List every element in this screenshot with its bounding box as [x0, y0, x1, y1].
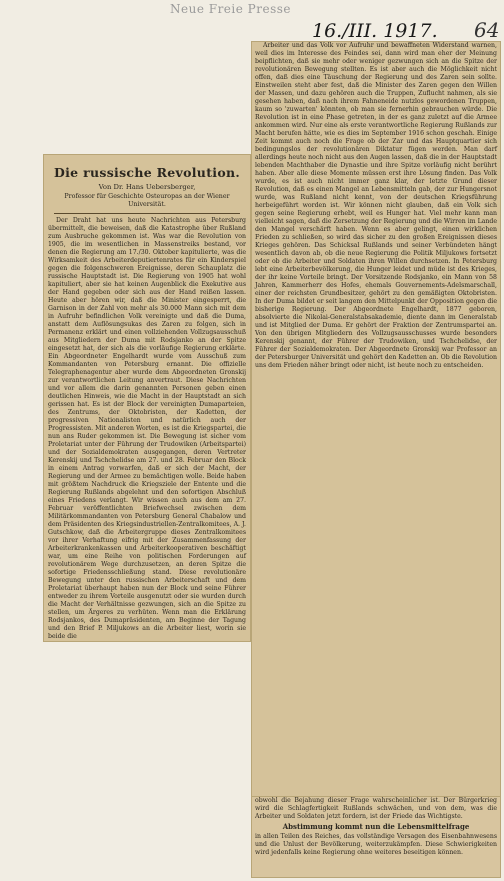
handwritten-date: 16./III. 1917.: [312, 20, 438, 42]
article-body-right: [255, 42, 497, 370]
title-rule: [54, 213, 240, 214]
article-author-title: Professor für Geschichte Osteuropas an der Wiener Universität.: [64, 193, 230, 208]
handwritten-page-number: 64: [474, 18, 500, 42]
article-paragraph: Arbeiter und das Volk vor Aufruhr und bewaffneten Widerstand warnen, weil dies im Interesse des Feindes sei, dann wird man eher der Meinung beipflichten, daß sie mehr oder weniger gezwungen sich an die Spitze der revolutionären Bewegung stellten. Es ist aber auch die Möglichkeit nicht offen, daß dies eine Täuschung der Regierung und des Zaren sein sollte. Einstweilen steht aber fest, daß die Minister des Zaren gegen den Willen der Massen, und dazu gehören auch die Truppen, Zuflucht nahmen, als sie gesehen haben, daß nach ihrem Fahneneide nutzlos gewordenen Truppen, kaum so 'zuwarten' könnten, ob man sie fernerhin gebrauchen würde. Die Revolution ist in eine Phase getreten, in der es ganz zuletzt auf die Armee ankommen wird. Nur eine als erste verantwortliche Regierung Rußlands zur Macht berufen hätte, wie es dies im September 1916 schon geschah. Einige Zeit kommt auch noch die Frage ob der Zar und das Hauptquartier sich bedingungslos der revolutionären Diktatur fügen werden. Man darf allerdings heute noch nicht aus den Augen lassen, daß die in der Hauptstadt lebenden Machthaber die Dynastie und ihre Spitze vorläufig nicht berührt haben. Aber alle diese Momente müssen erst ihre Lösung finden. Das Volk wurde, es ist auch nicht immer ganz klar, der letzte Grund dieser Revolution, daß es einen Mangel an Lebensmitteln gab, der zur Hungersnot wurde, was Rußland nicht kennt, von der deutschen Kriegsführung herbeigeführt worden ist. Wir können nicht glauben, daß ein Volk sich gegen seine Regierung erhebt, weil es Hunger hat. Viel mehr kann man vielleicht sagen, daß die Zersetzung der Regierung und die Wirren im Lande den Mangel verschärft haben. Wenn es aber gelingt, einen wirklichen Frieden zu schließen, so wird das sicher zu den großen Ereignissen dieses Krieges gehören. Das Schicksal Rußlands und seiner Verbündeten hängt wesentlich davon ab, ob die neue Regierung die Politik Miljukows fortsetzt oder ob die Arbeiter und Soldaten ihren Willen durchsetzen. In Petersburg lebt eine Arbeiterbevölkerung, die Hunger leidet und müde ist des Krieges, der ihr keine Vorteile bringt. Der Vorsitzende Rodsjanko, ein Mann von 58 Jahren, Kammerherr des Hofes, ehemals Gouvernements-Adelsmarschall, einer der reichsten Grundbesitzer, gehört zu den gemäßigten Oktobristen. In der Duma bildet er seit langem den Mittelpunkt der Opposition gegen die bisherige Regierung. Der Abgeordnete Engelhardt, 1877 geboren, absolvierte die Nikolai-Generalstabsakademie, diente dann im Generalstab und ist Mitglied der Duma. Er gehört der Fraktion der Zentrumspartei an. Von den übrigen Mitgliedern des Vollzugsausschusses wurde besonders Kerenskij genannt, der Führer der Trudowiken, und Tschchelidse, der Führer der Sozialdemokraten. Der Abgeordnete Gronskij war Professor an der Petersburger Universität und gehört den Kadetten an. Ob die Revolution uns dem Frieden näher bringt oder nicht, ist heute noch zu entscheiden.: [255, 42, 497, 369]
article-clipping-left: [44, 155, 250, 641]
article-body-right-bottom: [255, 797, 497, 857]
article-clipping-right-bottom: [252, 797, 500, 877]
article-byline: Von Dr. Hans Uebersberger,: [98, 183, 196, 191]
article-paragraph: Der Draht hat uns heute Nachrichten aus Petersburg übermittelt, die beweisen, daß die Katastrophe über Rußland zum Ausbruche gekommen ist. Was war die Revolution von 1905, die im wesentlichen in Massenstreiks bestand, vor denen die Regierung am 17./30. Oktober kapitulierte, was die Wirksamkeit des Arbeiterdeputiertenrates für ein Kinderspiel gegen die folgenschweren Ereignisse, deren Schauplatz die russische Hauptstadt ist. Die Regierung von 1905 hat wohl kapituliert, aber sie hat keinen Augenblick die Exekutive aus der Hand gegeben oder sich aus der Hand reißen lassen. Heute aber hören wir, daß die Minister eingesperrt, die Garnison in der Zahl von mehr als 30.000 Mann sich mit dem in Aufruhr befindlichen Volk vereinigte und daß die Duma, anstatt dem Auflösungsukas des Zaren zu folgen, sich in Permanenz erklärt und einen vollziehenden Vollzugsausschuß aus Mitgliedern der Duma mit Rodsjanko an der Spitze eingesetzt hat, der sich als die vorläufige Regierung erklärte. Ein Abgeordneter Engelhardt wurde vom Ausschuß zum Kommandanten von Petersburg ernannt. Die offizielle Telegraphenagentur aber wurde dem Abgeordneten Gronskij zur verantwortlichen Leitung anvertraut. Diese Nachrichten und vor allem die darin genannten Personen geben einen deutlichen Hinweis, wie die Macht in der Hauptstadt an sich gerissen hat. Es ist der Block der vereinigten Dumaparteien, des Zentrums, der Oktobristen, der Kadetten, der progressiven Nationalisten und natürlich auch der Progressisten. Mit anderen Worten, es ist die Kriegspartei, die nun ans Ruder gekommen ist. Die Bewegung ist sicher vom Proletariat unter der Führung der Trudowiken (Arbeitspartei) und der Sozialdemokraten ausgegangen, deren Vertreter Kerenskij und Tschchelidse am 27. und 28. Februar den Block in einem Antrag vorwarfen, daß er sich der Macht, der Regierung und der Armee zu bemächtigen wolle. Beide haben mit größtem Nachdruck die Kriegsziele der Entente und die Regierung Rußlands abgelehnt und den sofortigen Abschluß eines Friedens verlangt. Wir wissen auch aus dem am 27. Februar veröffentlichten Briefwechsel zwischen dem Militärkommandanten von Petersburg General Chabalow und dem Präsidenten des Kriegsindustriellen-Zentralkomitees, A. J. Gutschkow, daß die Arbeitergruppe dieses Zentralkomitees vor ihrer Verhaftung eifrig mit der Zusammenfassung der Arbeiterkrankenkassen und Arbeiterkooperativen beschäftigt war, um eine Reihe von politischen Forderungen auf revolutionärem Wege durchzusetzen, an deren Spitze die sofortige Friedensschließung stand. Diese revolutionäre Bewegung unter den russischen Arbeiterschaft und dem Proletariat überhaupt haben nun der Block und seine Führer entweder zu ihrem Vorteile ausgenutzt oder sie wurden durch die Macht der Verhältnisse gezwungen, sich an die Spitze zu stellen, um Ärgeres zu verhüten. Wenn man die Erklärung Rodsjankos, des Dumapräsidenten, am Beginne der Tagung und den Brief P. Miljukows an die Arbeiter liest, worin sie beide die: [48, 217, 246, 640]
article-clipping-right: [252, 42, 500, 796]
article-body-left: [48, 217, 246, 641]
article-title: Die russische Revolution.: [53, 165, 240, 180]
article-emphasis-line: Abstimmung kommt nun die Lebensmittelfrage: [282, 822, 470, 831]
newspaper-masthead: Neue Freie Presse: [170, 2, 291, 16]
article-paragraph: obwohl die Bejahung dieser Frage wahrscheinlicher ist. Der Bürgerkrieg wird die Schlagfertigkeit Rußlands schwächen, und von dem, was die Arbeiter und Soldaten jetzt fordern, ist der Friede das Wichtigste.: [255, 797, 497, 820]
article-paragraph: in allen Teilen des Reiches, das vollständige Versagen des Eisenbahnwesens und die Unlust der Bevölkerung, weiterzukämpfen. Diese Schwierigkeiten wird jedenfalls keine Regierung ohne weiteres beseitigen können.: [255, 833, 497, 856]
